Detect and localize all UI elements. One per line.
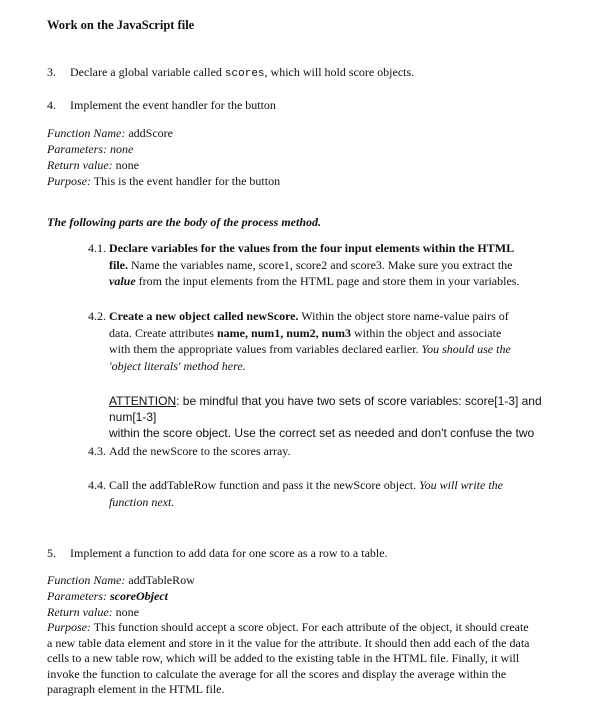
subitem-4-1-value-word: value bbox=[109, 274, 136, 288]
function-name-label-5: Function Name: bbox=[47, 573, 126, 587]
attention-line-2: within the score object. Use the correct set as needed and don't confuse the two bbox=[109, 426, 535, 440]
subitem-4-1-text-3: from the input elements from the HTML page and store them in your variables. bbox=[135, 274, 520, 288]
function-name-value: addScore bbox=[125, 126, 173, 140]
subitem-4-3-text: Add the newScore to the scores array. bbox=[109, 444, 291, 458]
subitem-4-3-number: 4.3. bbox=[88, 444, 106, 458]
subitem-4-2 bbox=[109, 308, 579, 374]
subitem-4-1-file: file. bbox=[109, 257, 128, 272]
subitem-4-2-text-2a: data. Create attributes bbox=[109, 325, 217, 340]
function-name-value-5: addTableRow bbox=[125, 573, 195, 587]
return-value-value: none bbox=[112, 158, 139, 172]
parameters-value-5: scoreObject bbox=[107, 589, 168, 603]
subitem-4-1-number: 4.1. bbox=[88, 241, 106, 255]
attention-label: ATTENTION bbox=[109, 394, 177, 408]
item-3-text-after: , which will hold score objects. bbox=[264, 65, 415, 79]
item-5-return-value bbox=[47, 604, 139, 620]
subitem-4-1-line-2 bbox=[109, 257, 579, 274]
return-value-label: Return value: bbox=[47, 158, 113, 172]
item-4-return-value bbox=[47, 157, 139, 173]
purpose-line-5: paragraph element in the HTML file. bbox=[47, 682, 225, 696]
parameters-label: Parameters: bbox=[47, 142, 107, 156]
item-5 bbox=[47, 545, 388, 561]
item-4-text: Implement the event handler for the button bbox=[70, 98, 276, 112]
item-4 bbox=[47, 97, 276, 113]
subitem-4-2-line-3 bbox=[109, 341, 579, 358]
purpose-label: Purpose: bbox=[47, 174, 91, 188]
subitem-4-4-number: 4.4. bbox=[88, 478, 106, 492]
purpose-line-2: a new table data element and store in it the value for the attribute. It should then add each of the data bbox=[47, 635, 530, 650]
return-value-label-5: Return value: bbox=[47, 605, 113, 619]
item-3-number: 3. bbox=[47, 65, 56, 79]
parameters-label-5: Parameters: bbox=[47, 589, 107, 603]
item-5-function-name bbox=[47, 572, 195, 588]
attention-line-1 bbox=[109, 393, 579, 425]
purpose-line-4: invoke the function to calculate the average for all the scores and display the average within the bbox=[47, 666, 507, 681]
item-5-purpose bbox=[47, 620, 587, 698]
subitem-4-2-line-1 bbox=[109, 308, 579, 325]
subitem-4-2-text-1: Within the object store name-value pairs of bbox=[298, 309, 509, 323]
subitem-4-1-line-1: Declare variables for the values from the four input elements within the HTML bbox=[109, 241, 515, 255]
section-heading: Work on the JavaScript file bbox=[47, 18, 195, 32]
subitem-4-4-italic: You will write the bbox=[419, 478, 503, 492]
purpose-line-1 bbox=[47, 620, 587, 636]
subitem-4-2-text-3a: with them the appropriate values from variables declared earlier. bbox=[109, 342, 422, 356]
item-5-text: Implement a function to add data for one score as a row to a table. bbox=[70, 546, 388, 560]
item-3-code: scores bbox=[224, 68, 265, 80]
subitem-4-2-number: 4.2. bbox=[88, 309, 106, 323]
subitem-4-2-italic-3: You should use the bbox=[421, 342, 511, 356]
purpose-value: This is the event handler for the button bbox=[91, 174, 281, 188]
item-3-text-before: Declare a global variable called bbox=[70, 65, 225, 79]
item-4-purpose bbox=[47, 173, 280, 189]
function-name-label: Function Name: bbox=[47, 126, 126, 140]
subitem-4-1-text: Name the variables name, score1, score2 and score3. Make sure you extract the bbox=[128, 257, 513, 272]
subitem-4-2-attrs: name, num1, num2, num3 bbox=[216, 325, 351, 340]
purpose-line-3: cells to a new table row, which will be added to the existing table in the HTML file. Finally, it will bbox=[47, 651, 520, 665]
subitem-4-1 bbox=[109, 240, 579, 290]
item-4-number: 4. bbox=[47, 98, 56, 112]
process-heading: The following parts are the body of the process method. bbox=[47, 215, 321, 229]
subitem-4-4-line-2: function next. bbox=[109, 494, 175, 509]
return-value-value-5: none bbox=[112, 605, 139, 619]
subitem-4-4-text: Call the addTableRow function and pass it the newScore object. bbox=[109, 478, 420, 492]
subitem-4-1-line-3 bbox=[109, 273, 579, 290]
purpose-text-1: This function should accept a score object. For each attribute of the object, it should create bbox=[91, 620, 529, 634]
item-5-number: 5. bbox=[47, 546, 56, 560]
item-5-parameters bbox=[47, 588, 168, 604]
subitem-4-2-text-2b: within the object and associate bbox=[350, 325, 502, 340]
subitem-4-2-line-2 bbox=[109, 325, 579, 342]
purpose-label-5: Purpose: bbox=[47, 620, 91, 634]
attention-note bbox=[109, 393, 579, 441]
subitem-4-2-line-4: 'object literals' method here. bbox=[109, 358, 246, 373]
parameters-value: none bbox=[107, 142, 134, 156]
attention-text-1: : be mindful that you have two sets of score variables: score[1-3] and num[1-3] bbox=[109, 394, 542, 424]
subitem-4-3 bbox=[88, 443, 291, 459]
item-4-parameters bbox=[47, 141, 133, 157]
item-4-function-name bbox=[47, 125, 173, 141]
subitem-4-4-line-1 bbox=[109, 477, 579, 494]
item-3 bbox=[47, 64, 414, 82]
subitem-4-4 bbox=[109, 477, 579, 510]
subitem-4-2-bold: Create a new object called newScore. bbox=[109, 309, 299, 323]
